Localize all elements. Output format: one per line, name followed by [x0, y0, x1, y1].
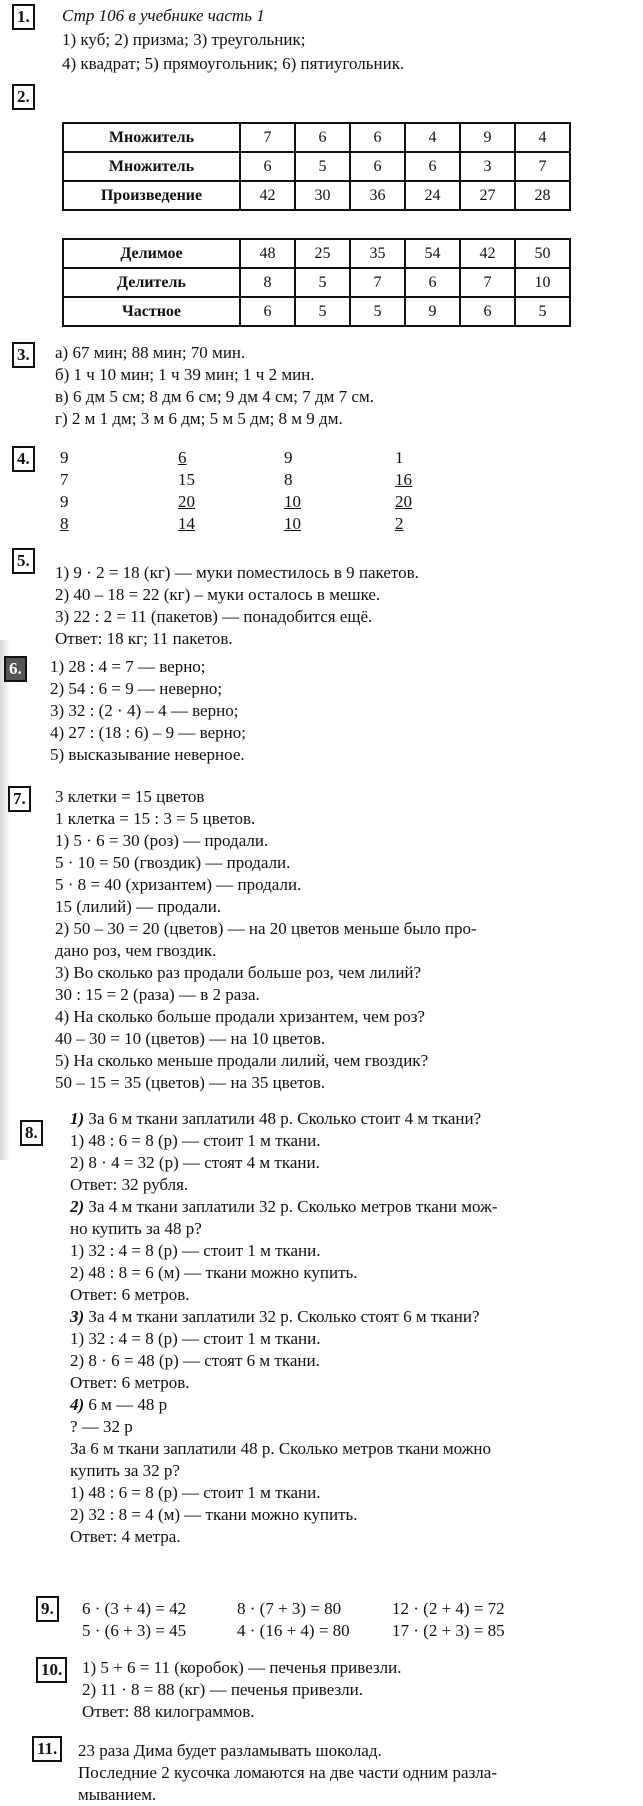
table-cell: 27: [460, 181, 515, 210]
ex8-line: 2) 8 · 4 = 32 (р) — стоят 4 м ткани.: [70, 1153, 320, 1172]
table-cell: 6: [350, 152, 405, 181]
ex8-solution: [70, 1108, 498, 1548]
ex7-line: 5 · 8 = 40 (хризантем) — продали.: [55, 875, 302, 894]
ex8-line: За 6 м ткани заплатили 48 р. Сколько метров ткани можно: [70, 1439, 492, 1458]
table-cell: 42: [240, 181, 295, 210]
table-cell: 35: [350, 239, 405, 268]
ex9-expression: 12 · (2 + 4) = 72: [392, 1599, 505, 1618]
ex10-solution: [82, 1657, 402, 1723]
exercise-2-number: 2.: [12, 84, 35, 110]
ex8-line: 2) 48 : 8 = 6 (м) — ткани можно купить.: [70, 1263, 358, 1282]
ex8-p4-title-line: [70, 1394, 498, 1416]
table-head-cell: Множитель: [63, 123, 240, 152]
ex7-line: 3 клетки = 15 цветов: [55, 787, 205, 806]
ex7-line: 5 · 10 = 50 (гвоздик) — продали.: [55, 853, 291, 872]
ex9-expression: 4 · (16 + 4) = 80: [237, 1621, 350, 1640]
ex8-p1-mark: 1): [70, 1109, 85, 1128]
ex8-p4-title: 6 м — 48 р: [88, 1395, 168, 1414]
ex8-p2-mark: 2): [70, 1197, 85, 1216]
ex3-answers: [55, 342, 374, 430]
ex8-line: но купить за 48 р?: [70, 1219, 202, 1238]
ex8-p1-title: За 6 м ткани заплатили 48 р. Сколько стоит 4 м ткани?: [88, 1109, 482, 1128]
ex5-line: 1) 9 · 2 = 18 (кг) — муки поместилось в 9 пакетов.: [55, 563, 419, 582]
table-head-cell: Делимое: [63, 239, 240, 268]
table-cell: 6: [240, 152, 295, 181]
ex9-expression: 6 · (3 + 4) = 42: [82, 1599, 187, 1618]
ex3-line: г) 2 м 1 дм; 3 м 6 дм; 5 м 5 дм; 8 м 9 дм.: [55, 409, 343, 428]
ex11-solution: [78, 1740, 497, 1806]
ex4-value: 8: [284, 470, 293, 489]
ex4-value: 1: [395, 448, 404, 467]
ex8-p2-title-line: [70, 1196, 498, 1218]
ex7-line: дано роз, чем гвоздик.: [55, 941, 217, 960]
table-cell: 28: [515, 181, 570, 210]
ex1-reference: Стр 106 в учебнике часть 1: [62, 6, 265, 25]
table-cell: 6: [405, 268, 460, 297]
division-table: [62, 238, 571, 327]
table-cell: 8: [240, 268, 295, 297]
ex8-line: 1) 48 : 6 = 8 (р) — стоит 1 м ткани.: [70, 1483, 321, 1502]
ex4-value: 6: [178, 448, 187, 467]
ex9-expression: 5 · (6 + 3) = 45: [82, 1621, 187, 1640]
ex9-row: [82, 1598, 637, 1620]
table-row: [63, 268, 570, 297]
ex8-line: купить за 32 р?: [70, 1461, 180, 1480]
ex4-value: 14: [178, 514, 195, 533]
ex7-line: 1) 5 · 6 = 30 (роз) — продали.: [55, 831, 269, 850]
ex9-expression: 17 · (2 + 3) = 85: [392, 1621, 505, 1640]
ex8-p3-title: За 4 м ткани заплатили 32 р. Сколько стоят 6 м ткани?: [88, 1307, 480, 1326]
ex9-row: [82, 1620, 637, 1642]
ex11-line: мыванием.: [78, 1785, 157, 1804]
ex6-line: 1) 28 : 4 = 7 — верно;: [50, 657, 206, 676]
table-cell: 42: [460, 239, 515, 268]
ex8-line: Ответ: 32 рубля.: [70, 1175, 189, 1194]
ex10-line: Ответ: 88 килограммов.: [82, 1702, 255, 1721]
ex10-line: 1) 5 + 6 = 11 (коробок) — печенья привезли.: [82, 1658, 402, 1677]
ex7-line: 3) Во сколько раз продали больше роз, чем лилий?: [55, 963, 422, 982]
ex5-solution: [55, 562, 419, 650]
table-cell: 4: [515, 123, 570, 152]
table-row: [63, 181, 570, 210]
table-row: [63, 239, 570, 268]
table-cell: 9: [460, 123, 515, 152]
table-cell: 5: [515, 297, 570, 326]
ex6-line: 2) 54 : 6 = 9 — неверно;: [50, 679, 223, 698]
table-cell: 5: [295, 268, 350, 297]
ex7-line: 50 – 15 = 35 (цветов) — на 35 цветов.: [55, 1073, 326, 1092]
table-row: [63, 123, 570, 152]
table-head-cell: Частное: [63, 297, 240, 326]
table-row: [63, 297, 570, 326]
table-head-cell: Произведение: [63, 181, 240, 210]
ex7-line: 4) На сколько больше продали хризантем, чем роз?: [55, 1007, 425, 1026]
exercise-9-number: 9.: [36, 1596, 59, 1622]
ex8-line: 1) 32 : 4 = 8 (р) — стоит 1 м ткани.: [70, 1241, 321, 1260]
ex3-line: а) 67 мин; 88 мин; 70 мин.: [55, 343, 246, 362]
table-cell: 6: [350, 123, 405, 152]
ex7-line: 5) На сколько меньше продали лилий, чем гвоздик?: [55, 1051, 429, 1070]
ex7-line: 1 клетка = 15 : 3 = 5 цветов.: [55, 809, 256, 828]
exercise-5-number: 5.: [12, 548, 35, 574]
ex7-solution: [55, 786, 477, 1094]
exercise-11-number: 11.: [32, 1736, 62, 1762]
exercise-8-number: 8.: [20, 1120, 43, 1146]
ex1-line2: 1) куб; 2) призма; 3) треугольник;: [62, 30, 306, 49]
table-cell: 7: [240, 123, 295, 152]
exercise-7-number: 7.: [8, 786, 31, 812]
ex8-p3-title-line: [70, 1306, 498, 1328]
ex4-value: 16: [395, 470, 412, 489]
ex7-line: 40 – 30 = 10 (цветов) — на 10 цветов.: [55, 1029, 326, 1048]
ex5-line: 2) 40 – 18 = 22 (кг) – муки осталось в мешке.: [55, 585, 381, 604]
ex6-line: 4) 27 : (18 : 6) – 9 — верно;: [50, 723, 246, 742]
table-cell: 54: [405, 239, 460, 268]
ex8-line: 1) 48 : 6 = 8 (р) — стоит 1 м ткани.: [70, 1131, 321, 1150]
ex6-line: 3) 32 : (2 · 4) – 4 — верно;: [50, 701, 239, 720]
table-cell: 36: [350, 181, 405, 210]
multiplication-table: [62, 122, 571, 211]
ex4-value: 9: [60, 448, 69, 467]
ex7-line: 30 : 15 = 2 (раза) — в 2 раза.: [55, 985, 260, 1004]
ex9-expression: 8 · (7 + 3) = 80: [237, 1599, 342, 1618]
table-cell: 3: [460, 152, 515, 181]
table-cell: 25: [295, 239, 350, 268]
ex5-line: 3) 22 : 2 = 11 (пакетов) — понадобится ещё.: [55, 607, 373, 626]
exercise-4-number: 4.: [12, 446, 35, 472]
ex8-line: Ответ: 6 метров.: [70, 1285, 190, 1304]
ex5-line: Ответ: 18 кг; 11 пакетов.: [55, 629, 233, 648]
ex4-value: 7: [60, 470, 69, 489]
table-cell: 6: [240, 297, 295, 326]
ex4-value: 10: [284, 514, 301, 533]
table-cell: 7: [460, 268, 515, 297]
table-cell: 9: [405, 297, 460, 326]
table-cell: 30: [295, 181, 350, 210]
ex9-solution: [82, 1598, 637, 1642]
table-cell: 6: [295, 123, 350, 152]
ex4-value: 15: [178, 470, 195, 489]
table-cell: 6: [405, 152, 460, 181]
table-cell: 50: [515, 239, 570, 268]
table-cell: 4: [405, 123, 460, 152]
ex3-line: б) 1 ч 10 мин; 1 ч 39 мин; 1 ч 2 мин.: [55, 365, 315, 384]
ex11-line: 23 раза Дима будет разламывать шоколад.: [78, 1741, 382, 1760]
table-cell: 5: [295, 152, 350, 181]
ex3-line: в) 6 дм 5 см; 8 дм 6 см; 9 дм 4 см; 7 дм 7 см.: [55, 387, 374, 406]
table-row: [63, 152, 570, 181]
ex4-value: 20: [395, 492, 412, 511]
exercise-3-number: 3.: [12, 342, 35, 368]
ex10-line: 2) 11 · 8 = 88 (кг) — печенья привезли.: [82, 1680, 363, 1699]
table-cell: 48: [240, 239, 295, 268]
exercise-10-number: 10.: [36, 1657, 67, 1683]
ex4-value: 9: [284, 448, 293, 467]
ex4-value: 10: [284, 492, 301, 511]
ex8-p1-title-line: [70, 1108, 498, 1130]
ex8-line: 1) 32 : 4 = 8 (р) — стоит 1 м ткани.: [70, 1329, 321, 1348]
table-cell: 24: [405, 181, 460, 210]
ex8-p2-title: За 4 м ткани заплатили 32 р. Сколько метров ткани мож-: [88, 1197, 498, 1216]
table-cell: 10: [515, 268, 570, 297]
ex1-line3: 4) квадрат; 5) прямоугольник; 6) пятиугольник.: [62, 54, 405, 73]
ex8-line: Ответ: 4 метра.: [70, 1527, 181, 1546]
ex8-line: 2) 32 : 8 = 4 (м) — ткани можно купить.: [70, 1505, 358, 1524]
table-cell: 5: [295, 297, 350, 326]
ex8-line: 2) 8 · 6 = 48 (р) — стоят 6 м ткани.: [70, 1351, 320, 1370]
ex4-value: 20: [178, 492, 195, 511]
ex6-line: 5) высказывание неверное.: [50, 745, 245, 764]
ex7-line: 2) 50 – 30 = 20 (цветов) — на 20 цветов меньше было про-: [55, 919, 477, 938]
ex8-p3-mark: 3): [70, 1307, 85, 1326]
exercise-1-number: 1.: [12, 4, 35, 30]
scan-edge-shadow: [0, 640, 10, 1160]
table-cell: 7: [350, 268, 405, 297]
ex8-p4-mark: 4): [70, 1395, 85, 1414]
table-cell: 5: [350, 297, 405, 326]
ex8-line: ? — 32 р: [70, 1417, 133, 1436]
ex4-value: 8: [60, 514, 69, 533]
table-cell: 6: [460, 297, 515, 326]
ex4-value: 9: [60, 492, 69, 511]
ex11-line: Последние 2 кусочка ломаются на две части одним разла-: [78, 1763, 497, 1782]
ex6-solution: [50, 656, 246, 766]
ex4-value: 2: [395, 514, 404, 533]
ex7-line: 15 (лилий) — продали.: [55, 897, 222, 916]
table-head-cell: Делитель: [63, 268, 240, 297]
table-cell: 7: [515, 152, 570, 181]
ex8-line: Ответ: 6 метров.: [70, 1373, 190, 1392]
exercise-6-number: 6.: [4, 656, 27, 682]
table-head-cell: Множитель: [63, 152, 240, 181]
